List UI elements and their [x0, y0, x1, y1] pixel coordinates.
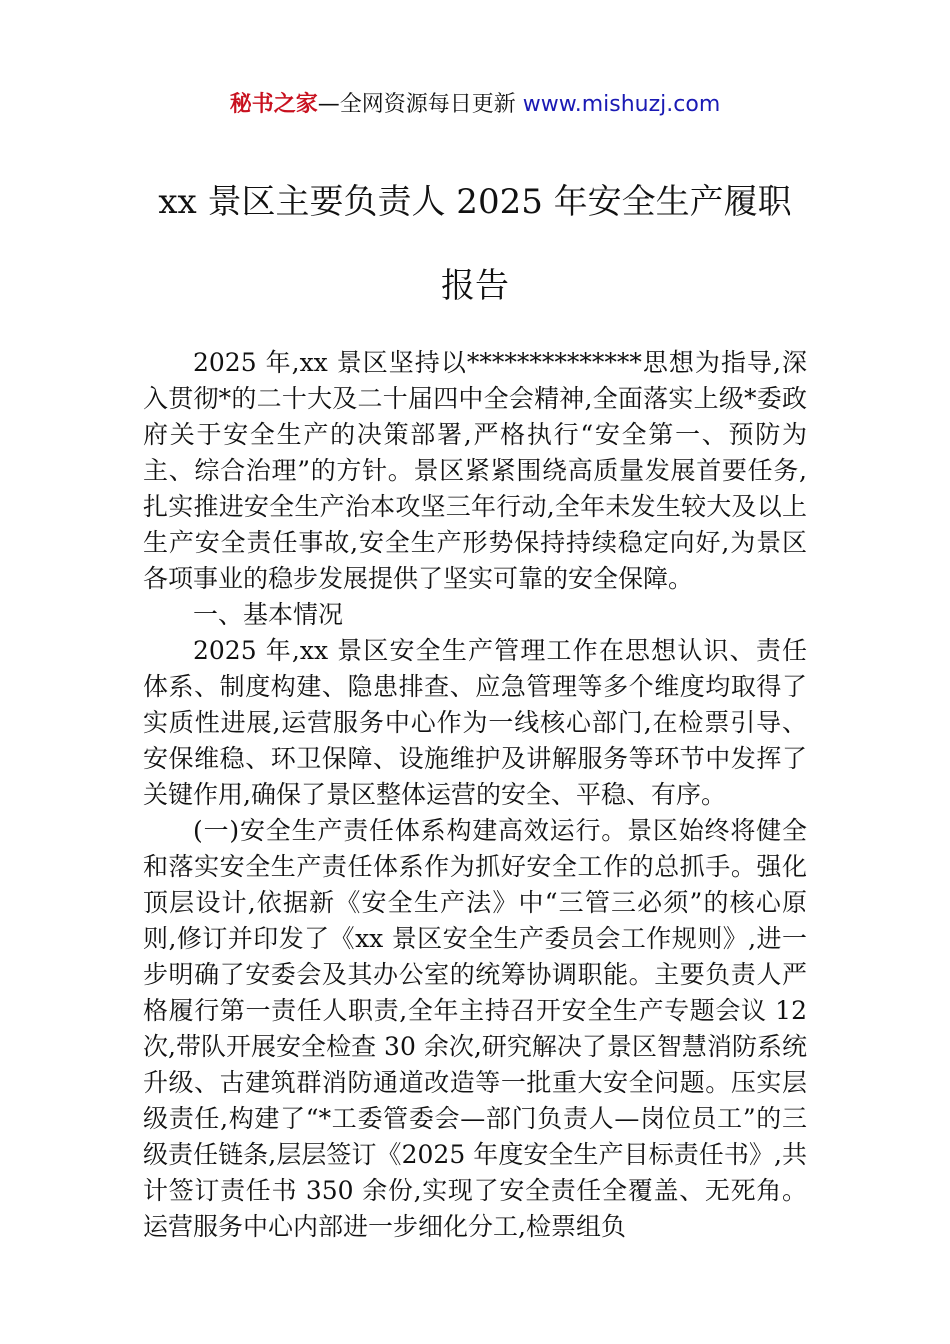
site-header [0, 88, 950, 122]
intro-paragraph: 2025 年,xx 景区坚持以**************思想为指导,深入贯彻*的二十大及二十届四中全会精神,全面落实上级*委政府关于安全生产的决策部署,严格执行“安全第一、预防为主、综合治理”的方针。景区紧紧围绕高质量发展首要任务,扎实推进安全生产治本攻坚三年行动,全年未发生较大及以上生产安全责任事故,安全生产形势保持持续稳定向好,为景区各项事业的稳步发展提供了坚实可靠的安全保障。 [143, 348, 807, 593]
brand-name: 秘书之家 [229, 92, 318, 117]
document-title: xx 景区主要负责人 2025 年安全生产履职报告 [158, 182, 792, 306]
header-tagline: —全网资源每日更新 [317, 92, 523, 117]
site-url-link[interactable]: www.mishuzj.com [522, 92, 721, 117]
overview-paragraph: 2025 年,xx 景区安全生产管理工作在思想认识、责任体系、制度构建、隐患排查、应急管理等多个维度均取得了实质性进展,运营服务中心作为一线核心部门,在检票引导、安保维稳、环卫保障、设施维护及讲解服务等环节中发挥了关键作用,确保了景区整体运营的安全、平稳、有序。 [143, 636, 807, 809]
section-heading: 一、基本情况 [193, 600, 344, 629]
responsibility-paragraph: (一)安全生产责任体系构建高效运行。景区始终将健全和落实安全生产责任体系作为抓好安全工作的总抓手。强化顶层设计,依据新《安全生产法》中“三管三必须”的核心原则,修订并印发了《xx 景区安全生产委员会工作规则》,进一步明确了安委会及其办公室的统筹协调职能。主要负责人严格履行第一责任人职责,全年主持召开安全生产专题会议 12 次,带队开展安全检查 30 余次,研究解决了景区智慧消防系统升级、古建筑群消防通道改造等一批重大安全问题。压实层级责任,构建了“*工委管委会—部门负责人—岗位员工”的三级责任链条,层层签订《2025 年度安全生产目标责任书》,共计签订责任书 350 余份,实现了安全责任全覆盖、无死角。运营服务中心内部进一步细化分工,检票组负 [143, 816, 807, 1241]
document-body [143, 345, 807, 1245]
